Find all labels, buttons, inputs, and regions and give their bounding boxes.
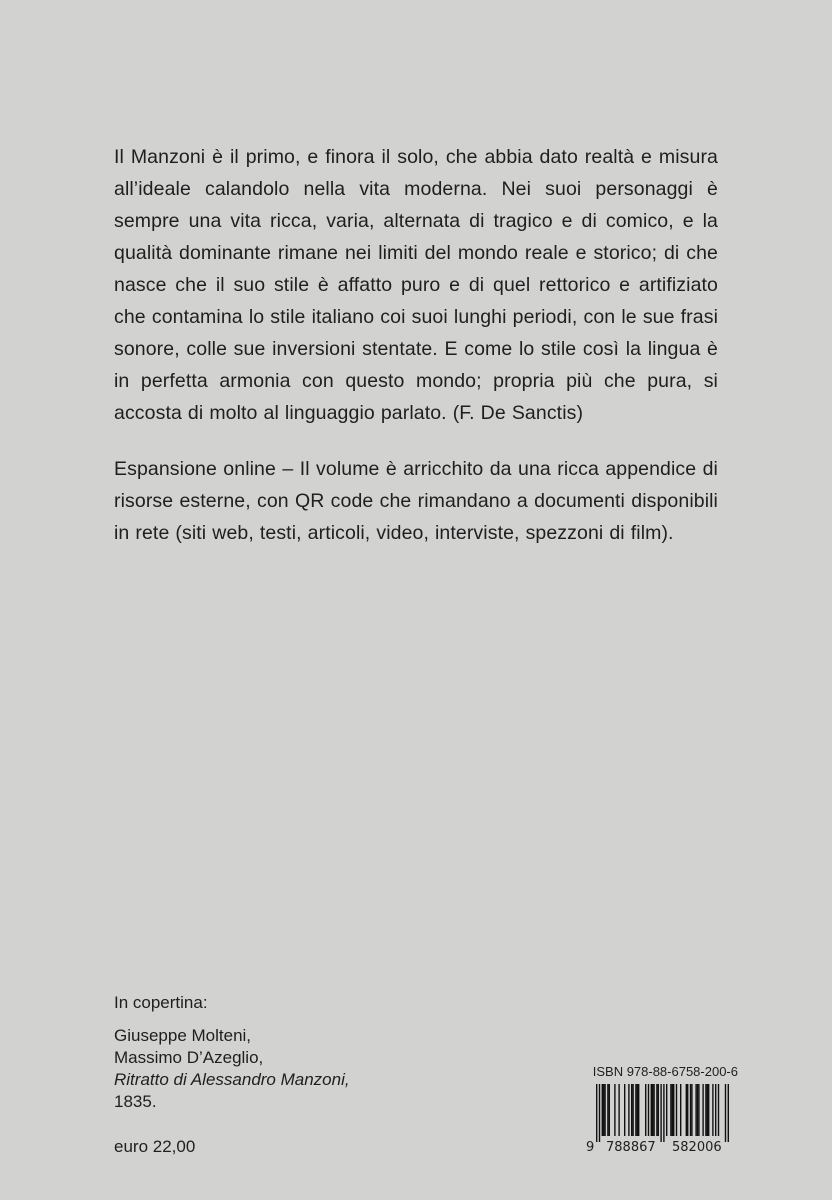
isbn-barcode-block [586,1064,738,1156]
barcode-bar [603,1084,604,1136]
barcode-bar [596,1084,597,1142]
barcode-bar [653,1084,654,1136]
barcode-bar [624,1084,625,1136]
cover-credit [114,992,434,1113]
barcode-bar [673,1084,674,1136]
blurb-paragraph-online: Espansione online – Il volume è arricchito da una ricca appendice di risorse esterne, con QR code che rimandano a documenti disponibili in rete (siti web, testi, articoli, video, interviste, spezzoni di film). [114,458,718,544]
barcode-bar [635,1084,636,1136]
barcode-bar [691,1084,692,1136]
barcode-bar [728,1084,729,1142]
barcode-bar [707,1084,708,1136]
barcode-digits-left: 788867 [606,1140,656,1155]
barcode-bar [604,1084,605,1136]
barcode-bar [651,1084,652,1136]
cover-credit-second-artist: Massimo D’Azeglio, [114,1048,264,1067]
barcode-bar [631,1084,632,1136]
barcode-bar [652,1084,653,1136]
back-cover-blurb [114,141,718,549]
cover-credit-painter: Giuseppe Molteni, [114,1026,252,1045]
barcode-bar [672,1084,673,1136]
blurb-paragraph-quote: Il Manzoni è il primo, e finora il solo, che abbia dato realtà e misura all’ideale calandolo nella vita moderna. Nei suoi personaggi è sempre una vita ricca, varia, alternata di tragico e di comico, e la qualità dominante rimane nei limiti del mondo reale e storico; di che nasce che il suo stile è affatto puro e di quel rettorico e artifiziato che contamina lo stile italiano coi suoi lunghi periodi, con le sue frasi sonore, colle sue inversioni stentate. E come lo stile così la lingua è in perfetta armonia con questo mondo; propria più che pura, si accosta di molto al linguaggio parlato. (F. De Sanctis) [114,146,718,424]
barcode-bar [607,1084,608,1136]
barcode-digits [586,1140,738,1156]
barcode-bar [648,1084,649,1136]
barcode-bar [645,1084,646,1136]
cover-credit-year: 1835. [114,1092,157,1111]
barcode-bar [687,1084,688,1136]
barcode-bar [628,1084,629,1136]
barcode-bar [680,1084,681,1136]
barcode-bar [663,1084,664,1142]
barcode-bar [715,1084,716,1136]
barcode-bar [702,1084,703,1136]
barcode [586,1084,738,1142]
barcode-bar [718,1084,719,1136]
barcode-bar [599,1084,600,1142]
cover-credit-heading: In copertina: [114,993,208,1012]
barcode-bar [712,1084,713,1136]
barcode-bar [725,1084,726,1142]
barcode-bar [638,1084,639,1136]
barcode-bar [618,1084,619,1136]
barcode-digit-lead: 9 [586,1140,595,1155]
barcode-bar [637,1084,638,1136]
barcode-bar [670,1084,671,1136]
barcode-bar [686,1084,687,1136]
cover-credit-work-title: Ritratto di Alessandro Manzoni, [114,1070,350,1089]
barcode-bar [609,1084,610,1136]
price: euro 22,00 [114,1137,196,1156]
barcode-bar [708,1084,709,1136]
barcode-bar [666,1084,667,1136]
barcode-bar [660,1084,661,1142]
barcode-bar [632,1084,633,1136]
barcode-bar [658,1084,659,1136]
barcode-digits-right: 582006 [672,1140,722,1155]
barcode-bar [690,1084,691,1136]
barcode-bar [705,1084,706,1136]
barcode-bar [656,1084,657,1136]
barcode-bar [697,1084,698,1136]
barcode-bar [695,1084,696,1136]
barcode-bar [614,1084,615,1136]
barcode-bar [698,1084,699,1136]
isbn-label: ISBN 978-88-6758-200-6 [592,1064,738,1079]
barcode-bar [602,1084,603,1136]
barcode-bar [676,1084,677,1136]
